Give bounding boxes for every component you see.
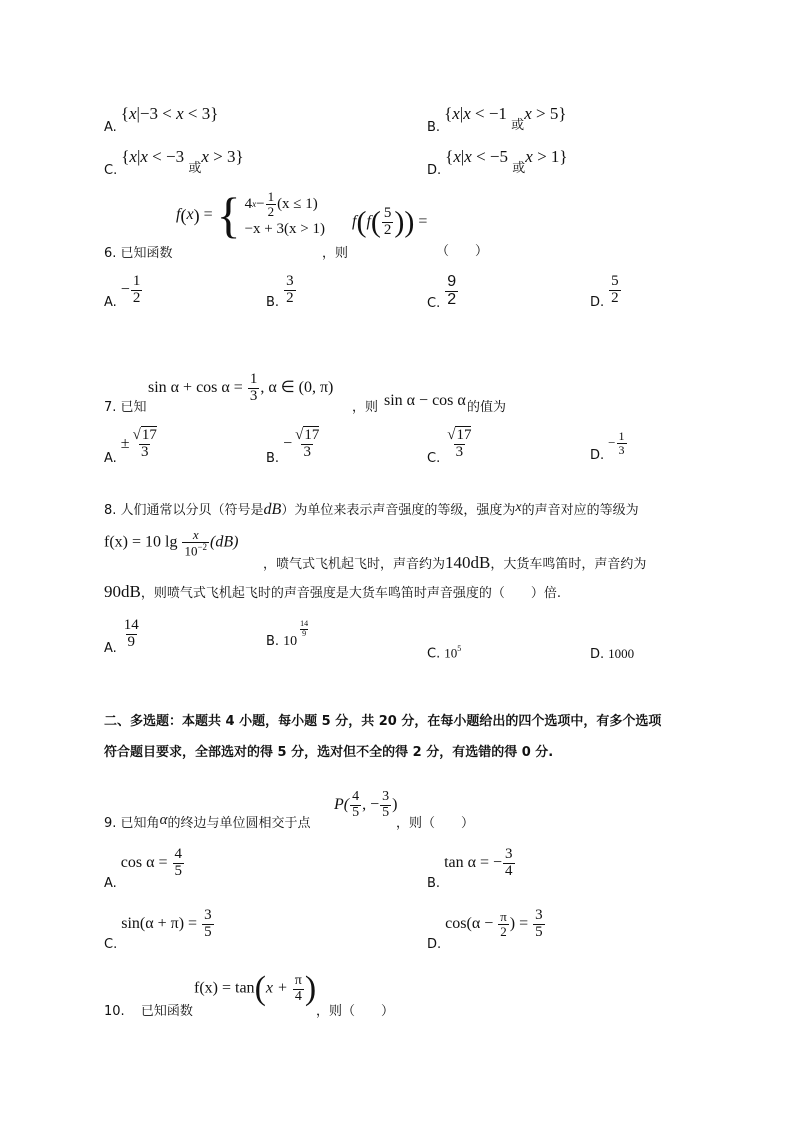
- option-expression: sin(α + π) =: [121, 914, 202, 932]
- q7-condition: sin α + cos α = $\frac{1}{3}$ , α ∈ (0, π): [148, 371, 334, 404]
- option-label: C.: [427, 295, 441, 311]
- option-expression: [444, 104, 511, 123]
- q9-point: P( $\frac{4}{5}$ , − $\frac{3}{5}$ ): [334, 789, 398, 820]
- math-text: > 1: [532, 147, 560, 166]
- option-label: B.: [427, 120, 441, 135]
- question-text: 已知函数: [140, 1004, 193, 1019]
- option-fraction: $\frac{3}{4}$: [505, 846, 513, 879]
- option-fraction: $\frac{√17}{3}$: [295, 427, 320, 460]
- option-label: D.: [590, 447, 605, 463]
- section-instructions-line-1: 二、多选题：本题共 4 小题，每小题 5 分，共 20 分，在每小题给出的四个选项中，有多个选项: [104, 714, 662, 729]
- option-label: D.: [427, 163, 442, 178]
- math-var: x: [140, 147, 148, 166]
- option-label: A.: [104, 640, 117, 656]
- math-var: x: [452, 104, 460, 123]
- option-label: A.: [104, 450, 117, 466]
- math-var: x: [201, 147, 209, 166]
- set-brace-right: }: [235, 147, 244, 166]
- math-value: 140dB: [445, 553, 491, 572]
- option-expression: [121, 147, 188, 166]
- question-number: 6.: [104, 246, 117, 261]
- option-value: 1000: [608, 646, 635, 661]
- q6-piecewise-function: f(x) = { 4 x − $\frac{1}{2}$ (x ≤ 1) −x + 3(x > 1): [176, 187, 325, 243]
- q8-line-1: [104, 499, 639, 519]
- math-var: x: [525, 147, 533, 166]
- math-text: < 3: [183, 104, 211, 123]
- math-var: x: [176, 104, 184, 123]
- option-fraction: $\frac{1}{3}$: [618, 429, 625, 457]
- set-bar: |: [136, 104, 140, 123]
- q8-formula: f(x) = 10 lg $\frac{x}{10^{-2}}$ (dB): [104, 527, 239, 558]
- option-label: C.: [104, 163, 118, 178]
- q6-option-a[interactable]: [104, 273, 143, 310]
- option-label: A.: [104, 120, 117, 135]
- q8-line-2: [263, 553, 646, 573]
- q7-option-c[interactable]: [427, 427, 474, 466]
- option-expression: cos(α −: [445, 914, 498, 932]
- math-var: x: [186, 205, 194, 223]
- math-var: x: [515, 500, 522, 515]
- set-brace-left: {: [445, 147, 454, 166]
- math-var: α: [159, 812, 168, 828]
- question-text: 的终边与单位圆相交于点: [167, 816, 311, 831]
- piecewise-brace: {: [216, 187, 241, 243]
- q7-option-a[interactable]: [104, 427, 160, 466]
- option-expression-tail: [524, 104, 566, 123]
- option-expression: [121, 104, 219, 123]
- option-label: A.: [104, 875, 117, 891]
- q9-suffix: ，则（ ）: [396, 816, 475, 831]
- math-text: −3 <: [139, 104, 177, 123]
- option-expression: ) =: [509, 914, 533, 932]
- option-expression: [445, 147, 512, 166]
- set-brace-right: }: [558, 104, 567, 123]
- set-bar: |: [136, 147, 141, 166]
- math-var: x: [524, 104, 532, 123]
- q10-suffix: ，则（ ）: [316, 1004, 395, 1019]
- question-number: 7.: [104, 400, 117, 415]
- math-unit: dB: [263, 501, 282, 518]
- text: 8. 人们通常以分贝（符号是: [104, 503, 264, 518]
- q10-stem: [104, 1000, 193, 1019]
- q8-option-d[interactable]: [590, 645, 634, 663]
- math-base: 10: [444, 645, 458, 661]
- q9-option-a[interactable]: [104, 846, 185, 891]
- q7-stem: [104, 396, 147, 415]
- q6-option-b[interactable]: [266, 273, 297, 310]
- option-fraction: $\frac{14}{9}$: [123, 617, 139, 650]
- q8-option-c[interactable]: [427, 644, 461, 662]
- pi-fraction: $\frac{\pi}{2}$: [500, 909, 507, 939]
- q7-then: ，则: [352, 400, 379, 415]
- piece-2: −x + 3(x > 1): [244, 220, 325, 237]
- piece-1: 4 x − $\frac{1}{2}$ (x ≤ 1): [244, 188, 318, 219]
- option-fraction: $\frac{4}{5}$: [174, 846, 183, 879]
- math-var: x: [129, 147, 137, 166]
- option-expression: tan α = −: [444, 853, 503, 871]
- option-fraction: $\frac{√17}{3}$: [447, 427, 472, 460]
- q6-stem: [104, 242, 173, 261]
- q6-composite-expression: f(f( $\frac{5}{2}$ )) =: [352, 205, 428, 239]
- option-fraction: $\frac{3}{5}$: [535, 907, 543, 940]
- text: 的声音对应的等级为: [521, 503, 639, 518]
- set-brace-left: {: [121, 147, 130, 166]
- text: ）为单位来表示声音强度的等级，强度为: [281, 503, 516, 518]
- text: ，则喷气式飞机起飞时的声音强度是大货车鸣笛时声音强度的（ ）倍.: [140, 586, 561, 601]
- math-value: 90dB: [104, 582, 141, 601]
- math-text: < −3: [147, 147, 185, 166]
- option-label: C.: [104, 936, 118, 952]
- option-label: D.: [590, 294, 605, 310]
- option-label: C.: [427, 646, 441, 662]
- text: ，大货车鸣笛时，声音约为: [490, 557, 647, 572]
- set-brace-right: }: [210, 104, 219, 123]
- q10-function: f(x) = tan(x + $\frac{\pi}{4}$ ): [194, 970, 317, 1007]
- q7-target-expression: sin α − cos α: [384, 392, 466, 409]
- option-label: A.: [104, 294, 117, 310]
- question-text: 已知: [120, 400, 147, 415]
- math-var: f: [176, 205, 181, 223]
- option-fraction: $\frac{1}{2}$: [132, 273, 141, 306]
- option-label: B.: [266, 634, 280, 649]
- answer-blank: （ ）: [436, 244, 489, 259]
- q9-option-b[interactable]: [427, 846, 516, 891]
- option-label: B.: [427, 875, 441, 891]
- exponent-fraction: $\frac{14}{9}$: [300, 619, 309, 638]
- or-word: 或: [512, 161, 526, 176]
- math-var: x: [128, 104, 137, 123]
- option-fraction: $\frac{√17}{3}$: [132, 427, 157, 460]
- q5-option-c[interactable]: [104, 147, 244, 178]
- math-text: < −1: [470, 104, 507, 123]
- q5-option-b[interactable]: [427, 104, 567, 135]
- math-var: x: [464, 147, 472, 166]
- q9-stem: [104, 812, 310, 832]
- option-label: B.: [266, 294, 280, 310]
- math-sign: −: [608, 434, 616, 450]
- math-var: x: [463, 104, 471, 123]
- text: ，喷气式飞机起飞时，声音约为: [263, 557, 446, 572]
- option-label: B.: [266, 450, 280, 466]
- option-fraction: $\frac{9}{2}$: [447, 273, 457, 308]
- question-text: 已知函数: [120, 246, 173, 261]
- or-word: 或: [188, 161, 202, 176]
- set-bar: |: [459, 104, 464, 123]
- q7-option-b[interactable]: [266, 427, 322, 466]
- option-label: C.: [427, 450, 441, 466]
- set-brace-left: {: [120, 104, 129, 123]
- question-number: 9.: [104, 816, 117, 831]
- q5-option-a[interactable]: [104, 104, 219, 135]
- math-base: 10: [283, 634, 298, 649]
- question-number: 10.: [104, 1004, 125, 1019]
- q8-line-3: [104, 582, 561, 602]
- set-brace-right: }: [559, 147, 568, 166]
- q7-option-d[interactable]: [590, 429, 628, 463]
- math-text: =: [203, 205, 213, 223]
- q8-option-b[interactable]: [266, 619, 311, 649]
- math-text: > 3: [208, 147, 236, 166]
- math-sign: ±: [120, 434, 130, 452]
- piecewise-cases: [245, 190, 325, 240]
- q9-option-c[interactable]: [104, 907, 215, 952]
- q8-option-a[interactable]: [104, 617, 142, 656]
- section-instructions-line-2: 符合题目要求，全部选对的得 5 分，选对但不全的得 2 分，有选错的得 0 分.: [104, 745, 554, 760]
- math-sign: −: [120, 280, 130, 298]
- set-brace-left: {: [444, 104, 453, 123]
- question-text: 已知角: [120, 816, 160, 831]
- q9-option-d[interactable]: [427, 907, 546, 952]
- or-word: 或: [511, 118, 525, 133]
- math-text: > 5: [531, 104, 559, 123]
- math-text: < −5: [471, 147, 509, 166]
- set-bar: |: [460, 147, 465, 166]
- option-fraction: $\frac{3}{2}$: [286, 273, 294, 306]
- option-expression-tail: [201, 147, 243, 166]
- math-var: x: [453, 147, 461, 166]
- option-fraction: $\frac{5}{2}$: [611, 273, 619, 306]
- option-expression: cos α =: [120, 853, 172, 871]
- q7-suffix: 的值为: [467, 400, 507, 415]
- q6-then: ，则: [322, 246, 349, 261]
- q6-option-d[interactable]: [590, 273, 622, 310]
- option-label: D.: [590, 647, 605, 662]
- q5-option-d[interactable]: [427, 147, 568, 178]
- option-expression-tail: [525, 147, 567, 166]
- math-exponent: 5: [457, 644, 462, 653]
- option-fraction: $\frac{3}{5}$: [204, 907, 212, 940]
- q6-option-c[interactable]: [427, 274, 459, 309]
- math-sign: −: [283, 434, 293, 452]
- option-label: D.: [427, 936, 442, 952]
